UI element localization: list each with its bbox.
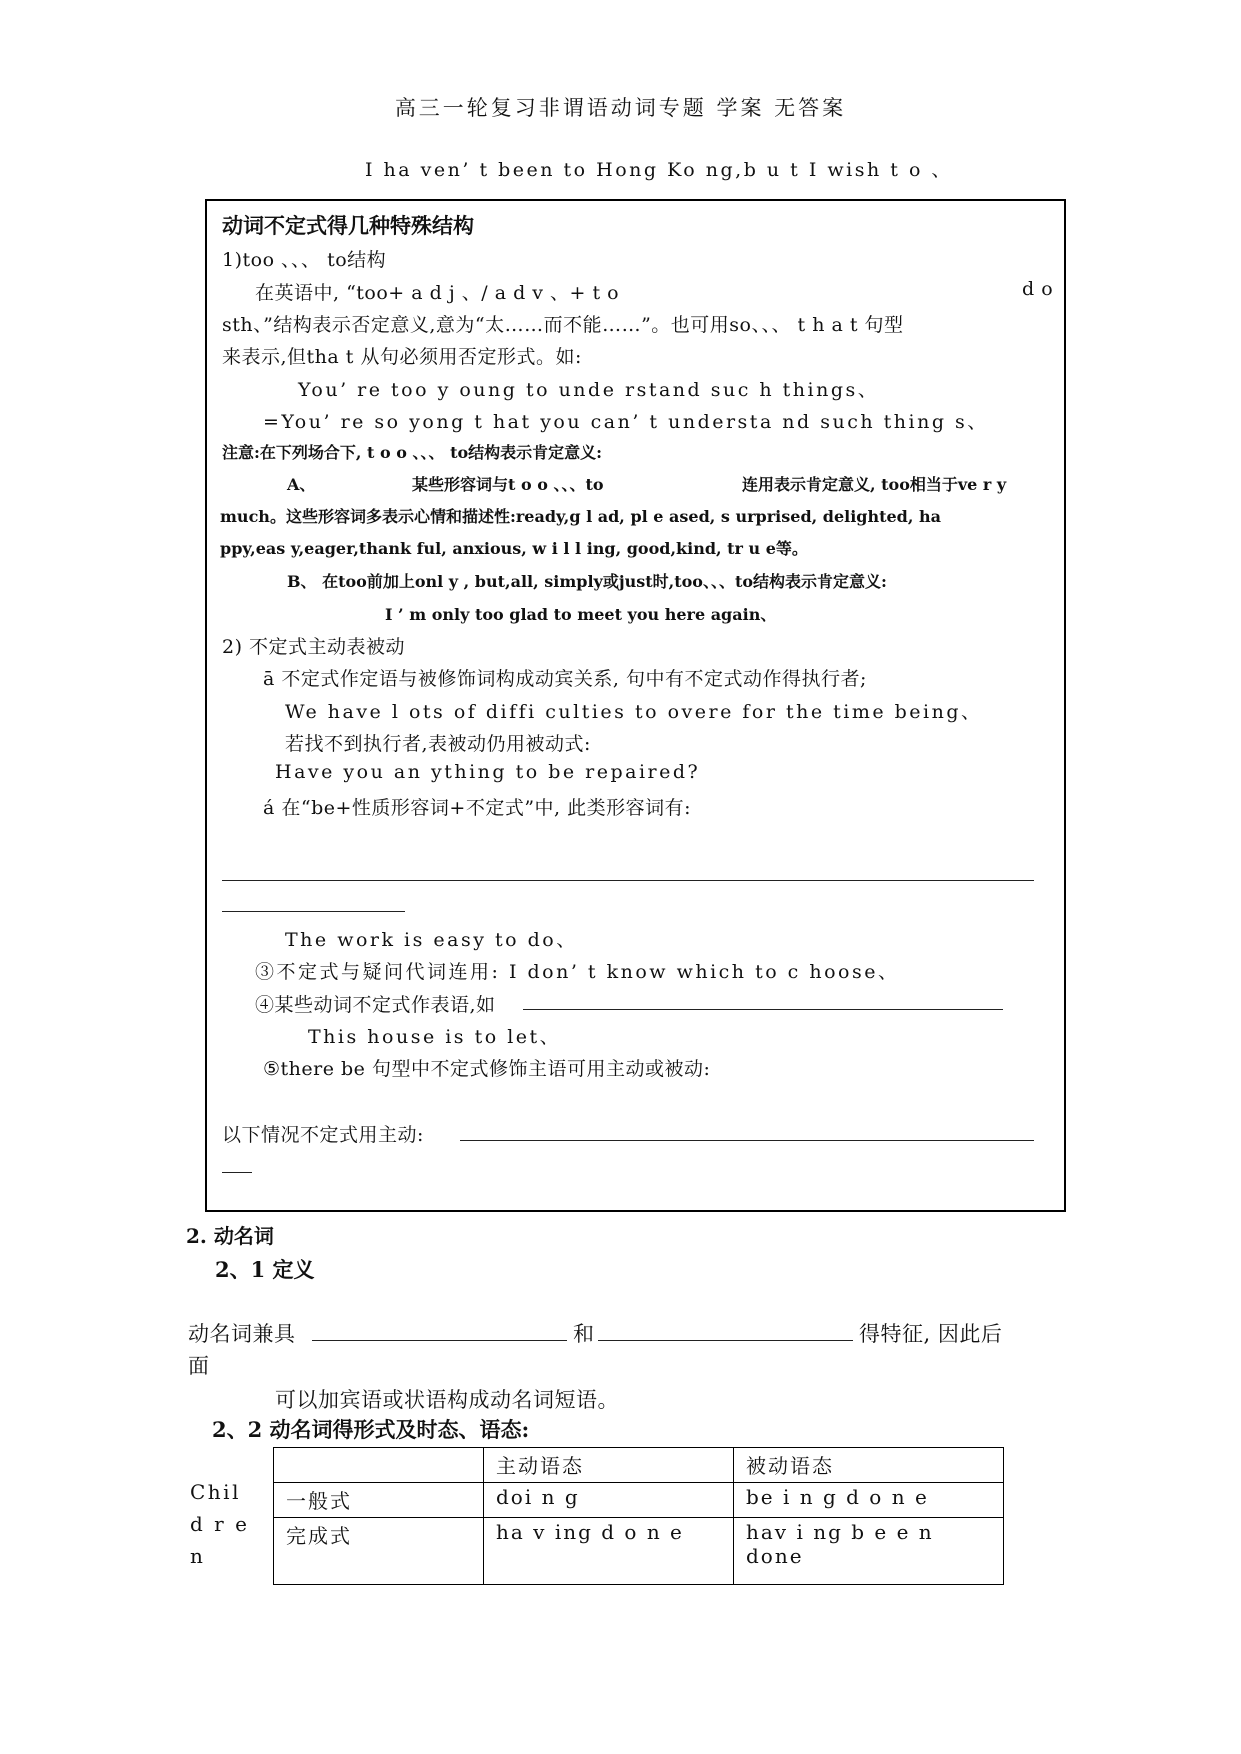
example-sentence: Have you an ything to be repaired? (275, 761, 701, 783)
table-header-cell: 主动语态 (484, 1448, 734, 1483)
box-line: d o (1022, 278, 1054, 300)
answer-blank-line (312, 1340, 567, 1341)
table-cell (734, 1518, 1004, 1585)
box-heading: 动词不定式得几种特殊结构 (222, 213, 474, 238)
paragraph-text: 得特征, 因此后 (859, 1322, 1003, 1346)
answer-blank-line (222, 911, 405, 912)
page-subtitle: I ha ven’ t been to Hong Ko ng,b u t I wish t o 、 (365, 159, 953, 181)
box-line: ③不定式与疑问代词连用: I don’ t know which to c hoose、 (255, 961, 900, 983)
box-line: á 在“be+性质形容词+不定式”中, 此类形容词有: (263, 797, 692, 819)
gerund-forms-table (273, 1447, 1004, 1585)
subsection-heading: 2) 不定式主动表被动 (222, 636, 406, 658)
answer-blank-line (222, 1172, 252, 1173)
example-sentence: You’ re too y oung to unde rstand suc h things、 (298, 379, 880, 401)
table-header-cell (274, 1448, 484, 1483)
answer-blank-line (598, 1340, 853, 1341)
note-heading: 注意:在下列场合下, t o o 、、、 to结构表示肯定意义: (222, 443, 603, 462)
answer-blank-line (523, 1009, 1003, 1010)
example-sentence: =You’ re so yong t hat you can’ t understa nd such thing s、 (263, 411, 989, 433)
table-cell: be i n g d o n e (734, 1483, 1004, 1518)
section-heading: 2. 动名词 (186, 1224, 274, 1248)
table-cell: doi n g (484, 1483, 734, 1518)
paragraph-text: 面 (188, 1354, 210, 1378)
paragraph-text: 和 (573, 1322, 595, 1346)
table-row (274, 1448, 1004, 1483)
example-sentence: I ’ m only too glad to meet you here again、 (385, 605, 777, 624)
box-line: 1)too 、、、 to结构 (222, 249, 387, 271)
table-cell: ha v ing d o n e (484, 1518, 734, 1585)
table-row (274, 1483, 1004, 1518)
table-cell-line: hav i ng b e e n (746, 1520, 934, 1544)
box-line: ⑤there be 句型中不定式修饰主语可用主动或被动: (263, 1058, 711, 1080)
paragraph-text: 动名词兼具 (188, 1322, 296, 1346)
note-line: B、 在too前加上onl y , but,all, simply或just时,too、、、to结构表示肯定意义: (287, 572, 887, 591)
table-cell: 一般式 (274, 1483, 484, 1518)
note-line: ppy,eas y,eager,thank ful, anxious, w i l l ing, good,kind, tr u e等。 (220, 539, 808, 558)
side-label: n (190, 1544, 206, 1568)
answer-blank-line (460, 1140, 1034, 1141)
example-sentence: The work is easy to do、 (285, 929, 578, 951)
answer-blank-line (222, 880, 1034, 881)
subsection-heading: 2、1 定义 (215, 1257, 315, 1282)
page-title: 高三一轮复习非谓语动词专题 学案 无答案 (394, 96, 847, 120)
table-row (274, 1518, 1004, 1585)
example-sentence: This house is to let、 (308, 1026, 562, 1048)
box-line: sth、”结构表示否定意义,意为“太……而不能……”。也可用so、、、 t h a t 句型 (222, 314, 904, 336)
side-label: Chil (190, 1480, 241, 1504)
box-line: 若找不到执行者,表被动仍用被动式: (285, 733, 591, 755)
box-line: ā 不定式作定语与被修饰词构成动宾关系, 句中有不定式动作得执行者; (263, 668, 867, 690)
note-line: much。这些形容词多表示心情和描述性:ready,g l ad, pl e ased, s urprised, delighted, ha (220, 507, 942, 526)
table-cell-line: done (746, 1544, 804, 1568)
box-line: 以下情况不定式用主动: (222, 1124, 424, 1146)
side-label: d r e (190, 1512, 250, 1536)
subsection-heading: 2、2 动名词得形式及时态、语态: (212, 1417, 530, 1442)
note-line: 连用表示肯定意义, too相当于ve r y (742, 475, 1007, 494)
example-sentence: We have l ots of diffi culties to overe for the time being、 (285, 701, 983, 723)
paragraph-text: 可以加宾语或状语构成动名词短语。 (275, 1388, 619, 1412)
box-line: 来表示,但tha t 从句必须用否定形式。如: (222, 346, 582, 368)
note-item-label: A、 (287, 475, 316, 494)
table-header-cell: 被动语态 (734, 1448, 1004, 1483)
box-line: 在英语中, “too+ a d j 、/ a d v 、+ t o (255, 282, 620, 304)
note-line: 某些形容词与t o o 、、、to (412, 475, 604, 494)
box-line: ④某些动词不定式作表语,如 (255, 994, 496, 1016)
table-cell: 完成式 (274, 1518, 484, 1585)
